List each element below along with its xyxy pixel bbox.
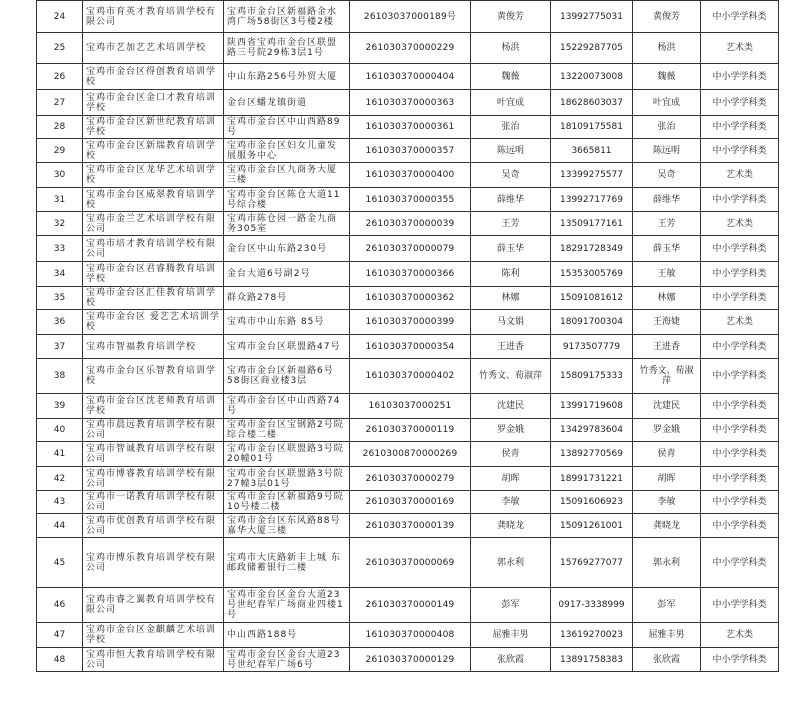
row-number-cell: 27 [37,90,83,116]
school-name-cell: 宝鸡市晨远教育培训学校有限公司 [83,419,224,442]
registration-code-cell: 161030370000355 [350,188,471,212]
contact-phone-cell: 15229287705 [551,33,633,64]
registration-code-cell: 261030370000229 [350,33,471,64]
registration-code-cell: 161030370000354 [350,335,471,359]
legal-representative-cell: 侯青 [471,442,551,467]
table-row [37,335,779,359]
legal-representative-cell: 竹秀文、荀淑萍 [471,359,551,394]
row-number-cell: 42 [37,467,83,491]
training-category-cell: 中小学学科类 [701,394,779,419]
registration-code-cell: 161030370000363 [350,90,471,116]
school-address-cell: 宝鸡市金台区金台大道23号世纪春军广场6号 [224,648,350,672]
contact-phone-cell: 15769277077 [551,538,633,588]
training-category-cell: 艺术类 [701,310,779,335]
row-number-cell: 25 [37,33,83,64]
school-address-cell: 宝鸡市金台区金台大道23号世纪春军广场商业四楼1号 [224,588,350,623]
contact-person-cell: 胡晖 [633,467,701,491]
contact-phone-cell: 13891758383 [551,648,633,672]
registry-table-page [36,0,778,672]
school-name-cell: 宝鸡市金台区乐智教育培训学校 [83,359,224,394]
training-category-cell: 中小学学科类 [701,359,779,394]
contact-phone-cell: 18109175581 [551,116,633,139]
contact-person-cell: 张治 [633,116,701,139]
school-name-cell: 宝鸡市金台区金麒麟艺术培训学校 [83,623,224,648]
school-name-cell: 宝鸡市培才教育培训学校有限公司 [83,236,224,262]
table-row [37,419,779,442]
registration-code-cell: 261030370000149 [350,588,471,623]
school-name-cell: 宝鸡市金台区沈老师教育培训学校 [83,394,224,419]
registration-code-cell: 161030370000362 [350,287,471,310]
row-number-cell: 31 [37,188,83,212]
training-category-cell: 中小学学科类 [701,648,779,672]
school-name-cell: 宝鸡市艺加艺艺术培训学校 [83,33,224,64]
school-address-cell: 金台大道6号副2号 [224,262,350,287]
contact-phone-cell: 15091261001 [551,514,633,538]
training-category-cell: 中小学学科类 [701,64,779,90]
row-number-cell: 32 [37,212,83,236]
school-address-cell: 宝鸡市金台区新福路9号院10号楼二楼 [224,491,350,514]
registration-code-cell: 261030370000279 [350,467,471,491]
row-number-cell: 38 [37,359,83,394]
legal-representative-cell: 张欣霞 [471,648,551,672]
contact-phone-cell: 0917-3338999 [551,588,633,623]
registration-code-cell: 261030370000139 [350,514,471,538]
training-category-cell: 中小学学科类 [701,491,779,514]
contact-phone-cell: 13619270023 [551,623,633,648]
school-name-cell: 宝鸡市金台区威翠教育培训学校 [83,188,224,212]
table-row [37,442,779,467]
school-address-cell: 宝鸡市金台区中山西路74号 [224,394,350,419]
table-row [37,538,779,588]
school-name-cell: 宝鸡市睿之翼教育培训学校有限公司 [83,588,224,623]
school-name-cell: 宝鸡市育英才教育培训学校有限公司 [83,1,224,33]
contact-person-cell: 林娜 [633,287,701,310]
contact-phone-cell: 18291728349 [551,236,633,262]
school-address-cell: 宝鸡市金台区中山西路89号 [224,116,350,139]
registry-table-body [37,1,779,672]
training-category-cell: 中小学学科类 [701,287,779,310]
contact-phone-cell: 13429783604 [551,419,633,442]
table-row [37,623,779,648]
row-number-cell: 28 [37,116,83,139]
registration-code-cell: 261030370000169 [350,491,471,514]
training-category-cell: 中小学学科类 [701,442,779,467]
legal-representative-cell: 林娜 [471,287,551,310]
contact-person-cell: 沈建民 [633,394,701,419]
row-number-cell: 39 [37,394,83,419]
contact-phone-cell: 13991719608 [551,394,633,419]
contact-person-cell: 龚晓龙 [633,514,701,538]
training-category-cell: 中小学学科类 [701,335,779,359]
legal-representative-cell: 王进香 [471,335,551,359]
contact-person-cell: 王敏 [633,262,701,287]
table-row [37,212,779,236]
registration-code-cell: 161030370000357 [350,139,471,163]
school-address-cell: 金台区中山东路230号 [224,236,350,262]
contact-person-cell: 魏薇 [633,64,701,90]
table-row [37,648,779,672]
legal-representative-cell: 屈雅丰男 [471,623,551,648]
table-row [37,116,779,139]
registration-code-cell: 161030370000366 [350,262,471,287]
row-number-cell: 26 [37,64,83,90]
contact-person-cell: 陈远明 [633,139,701,163]
contact-phone-cell: 18091700304 [551,310,633,335]
school-address-cell: 中山西路188号 [224,623,350,648]
contact-person-cell: 薛维华 [633,188,701,212]
contact-person-cell: 叶宜成 [633,90,701,116]
table-row [37,359,779,394]
row-number-cell: 44 [37,514,83,538]
school-name-cell: 宝鸡市金台区得创教育培训学校 [83,64,224,90]
training-category-cell: 艺术类 [701,212,779,236]
school-address-cell: 宝鸡市金台区妇女儿童发展服务中心 [224,139,350,163]
row-number-cell: 47 [37,623,83,648]
training-category-cell: 中小学学科类 [701,90,779,116]
registration-code-cell: 161030370000361 [350,116,471,139]
training-category-cell: 中小学学科类 [701,538,779,588]
contact-person-cell: 李敏 [633,491,701,514]
legal-representative-cell: 吴奇 [471,163,551,188]
row-number-cell: 45 [37,538,83,588]
school-address-cell: 金台区蟠龙镇街道 [224,90,350,116]
table-row [37,467,779,491]
row-number-cell: 33 [37,236,83,262]
table-row [37,90,779,116]
school-name-cell: 宝鸡市金台区 爱艺艺术培训学校 [83,310,224,335]
legal-representative-cell: 陈利 [471,262,551,287]
legal-representative-cell: 陈远明 [471,139,551,163]
legal-representative-cell: 叶宜成 [471,90,551,116]
school-address-cell: 宝鸡市金台区联盟路47号 [224,335,350,359]
training-category-cell: 艺术类 [701,163,779,188]
table-row [37,287,779,310]
legal-representative-cell: 李敏 [471,491,551,514]
school-address-cell: 宝鸡市金台区宝钢路2号院综合楼二楼 [224,419,350,442]
school-address-cell: 宝鸡市金台区联盟路3号院27幢3层01号 [224,467,350,491]
training-category-cell: 中小学学科类 [701,1,779,33]
row-number-cell: 24 [37,1,83,33]
table-row [37,310,779,335]
registration-code-cell: 261030370000039 [350,212,471,236]
registration-code-cell: 16103037000251 [350,394,471,419]
row-number-cell: 40 [37,419,83,442]
training-category-cell: 中小学学科类 [701,116,779,139]
contact-person-cell: 彭军 [633,588,701,623]
school-name-cell: 宝鸡市恒大教育培训学校有限公司 [83,648,224,672]
contact-phone-cell: 18991731221 [551,467,633,491]
school-name-cell: 宝鸡市金台区新瑞教育培训学校 [83,139,224,163]
registration-code-cell: 261030370000129 [350,648,471,672]
school-address-cell: 宝鸡市大庆路新丰上城 东邮政储蓄银行二楼 [224,538,350,588]
school-address-cell: 宝鸡市金台区东风路88号嘉华大厦三楼 [224,514,350,538]
legal-representative-cell: 杨洪 [471,33,551,64]
contact-phone-cell: 18628603037 [551,90,633,116]
legal-representative-cell: 胡晖 [471,467,551,491]
row-number-cell: 34 [37,262,83,287]
contact-person-cell: 屈雅丰男 [633,623,701,648]
contact-person-cell: 吴奇 [633,163,701,188]
legal-representative-cell: 张治 [471,116,551,139]
contact-phone-cell: 15809175333 [551,359,633,394]
contact-person-cell: 王海婕 [633,310,701,335]
table-row [37,188,779,212]
legal-representative-cell: 罗金娥 [471,419,551,442]
row-number-cell: 35 [37,287,83,310]
registration-code-cell: 161030370000404 [350,64,471,90]
training-category-cell: 艺术类 [701,33,779,64]
contact-person-cell: 郭永利 [633,538,701,588]
contact-person-cell: 黄俊芳 [633,1,701,33]
contact-phone-cell: 3665811 [551,139,633,163]
school-name-cell: 宝鸡市金台区汇佳教育培训学校 [83,287,224,310]
school-name-cell: 宝鸡市金台区君睿腾教育培训学校 [83,262,224,287]
contact-person-cell: 张欣霞 [633,648,701,672]
registration-code-cell: 161030370000399 [350,310,471,335]
legal-representative-cell: 马文娟 [471,310,551,335]
table-row [37,491,779,514]
contact-person-cell: 罗金娥 [633,419,701,442]
school-address-cell: 中山东路256号外贸大厦 [224,64,350,90]
school-name-cell: 宝鸡市金兰艺术培训学校有限公司 [83,212,224,236]
school-address-cell: 宝鸡市金台区陈仓大道11号综合楼 [224,188,350,212]
table-row [37,33,779,64]
registration-code-cell: 161030370000402 [350,359,471,394]
row-number-cell: 36 [37,310,83,335]
legal-representative-cell: 龚晓龙 [471,514,551,538]
registration-code-cell: 261030370000119 [350,419,471,442]
legal-representative-cell: 郭永利 [471,538,551,588]
contact-phone-cell: 13399275577 [551,163,633,188]
contact-phone-cell: 13220073008 [551,64,633,90]
row-number-cell: 41 [37,442,83,467]
contact-phone-cell: 13992775031 [551,1,633,33]
table-row [37,514,779,538]
table-row [37,64,779,90]
training-category-cell: 中小学学科类 [701,588,779,623]
school-name-cell: 宝鸡市博乐教育培训学校有限公司 [83,538,224,588]
legal-representative-cell: 王芳 [471,212,551,236]
training-school-registry-table [36,0,779,672]
contact-person-cell: 王进香 [633,335,701,359]
contact-person-cell: 侯青 [633,442,701,467]
training-category-cell: 中小学学科类 [701,236,779,262]
school-name-cell: 宝鸡市金台区新世纪教育培训学校 [83,116,224,139]
registration-code-cell: 161030370000408 [350,623,471,648]
contact-phone-cell: 13892770569 [551,442,633,467]
school-name-cell: 宝鸡市一诺教育培训学校有限公司 [83,491,224,514]
table-row [37,236,779,262]
legal-representative-cell: 薛维华 [471,188,551,212]
row-number-cell: 48 [37,648,83,672]
school-address-cell: 宝鸡市金台区联盟路3号院20幢01号 [224,442,350,467]
school-address-cell: 宝鸡市金台区新福路金水湾广场58街区3号楼2楼 [224,1,350,33]
contact-person-cell: 王芳 [633,212,701,236]
registration-code-cell: 26103037000189号 [350,1,471,33]
table-row [37,139,779,163]
row-number-cell: 37 [37,335,83,359]
table-row [37,588,779,623]
table-row [37,1,779,33]
legal-representative-cell: 薛玉华 [471,236,551,262]
training-category-cell: 中小学学科类 [701,514,779,538]
registration-code-cell: 261030370000069 [350,538,471,588]
registration-code-cell: 261030370000079 [350,236,471,262]
training-category-cell: 中小学学科类 [701,262,779,287]
school-address-cell: 陕西省宝鸡市金台区联盟路三号院29栋3层1号 [224,33,350,64]
registration-code-cell: 161030370000400 [350,163,471,188]
school-name-cell: 宝鸡市优创教育培训学校有限公司 [83,514,224,538]
school-address-cell: 群众路278号 [224,287,350,310]
registration-code-cell: 2610300870000269 [350,442,471,467]
school-address-cell: 宝鸡市金台区新福路6号58街区商业楼3层 [224,359,350,394]
contact-phone-cell: 15091081612 [551,287,633,310]
legal-representative-cell: 黄俊芳 [471,1,551,33]
table-row [37,394,779,419]
table-row [37,163,779,188]
legal-representative-cell: 彭军 [471,588,551,623]
school-address-cell: 宝鸡市陈仓园一路金九商务305室 [224,212,350,236]
contact-person-cell: 竹秀文、荀淑萍 [633,359,701,394]
table-row [37,262,779,287]
school-name-cell: 宝鸡市智诚教育培训学校有限公司 [83,442,224,467]
training-category-cell: 中小学学科类 [701,188,779,212]
row-number-cell: 43 [37,491,83,514]
contact-person-cell: 薛玉华 [633,236,701,262]
contact-phone-cell: 9173507779 [551,335,633,359]
contact-phone-cell: 15353005769 [551,262,633,287]
school-address-cell: 宝鸡市中山东路 85号 [224,310,350,335]
contact-person-cell: 杨洪 [633,33,701,64]
legal-representative-cell: 沈建民 [471,394,551,419]
row-number-cell: 29 [37,139,83,163]
row-number-cell: 46 [37,588,83,623]
school-name-cell: 宝鸡市金台区金口才教育培训学校 [83,90,224,116]
legal-representative-cell: 魏薇 [471,64,551,90]
contact-phone-cell: 13509177161 [551,212,633,236]
school-name-cell: 宝鸡市金台区龙华艺术培训学校 [83,163,224,188]
training-category-cell: 艺术类 [701,623,779,648]
training-category-cell: 中小学学科类 [701,467,779,491]
row-number-cell: 30 [37,163,83,188]
training-category-cell: 中小学学科类 [701,139,779,163]
training-category-cell: 中小学学科类 [701,419,779,442]
school-name-cell: 宝鸡市博睿教育培训学校有限公司 [83,467,224,491]
school-address-cell: 宝鸡市金台区九商务大厦三楼 [224,163,350,188]
contact-phone-cell: 13992717769 [551,188,633,212]
school-name-cell: 宝鸡市智福教育培训学校 [83,335,224,359]
contact-phone-cell: 15091606923 [551,491,633,514]
